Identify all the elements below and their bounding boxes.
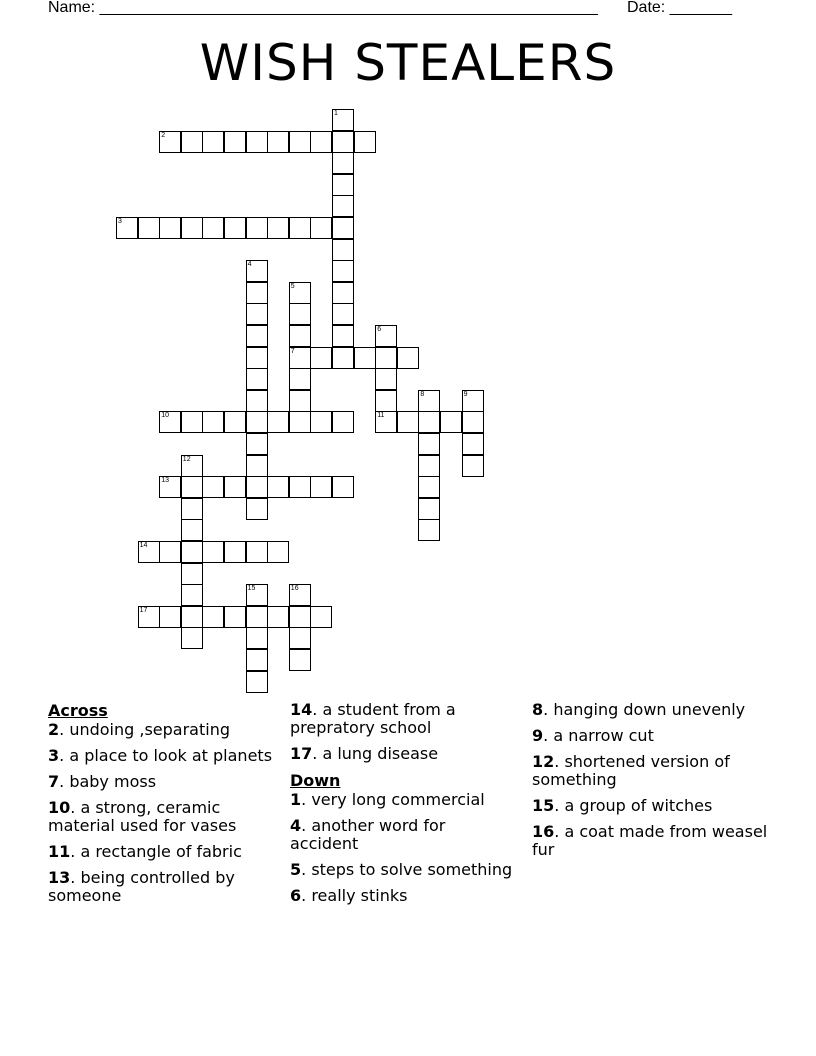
grid-cell[interactable] bbox=[202, 131, 224, 153]
grid-cell[interactable] bbox=[310, 606, 332, 628]
grid-cell[interactable] bbox=[375, 411, 397, 433]
grid-cell[interactable] bbox=[224, 217, 246, 239]
grid-cell[interactable] bbox=[418, 433, 440, 455]
grid-cell[interactable] bbox=[289, 131, 311, 153]
grid-cell[interactable] bbox=[159, 476, 181, 498]
grid-cell[interactable] bbox=[418, 390, 440, 412]
grid-cell[interactable] bbox=[181, 131, 203, 153]
grid-cell[interactable] bbox=[181, 584, 203, 606]
grid-cell[interactable] bbox=[181, 455, 203, 477]
grid-cell[interactable] bbox=[289, 390, 311, 412]
grid-cell[interactable] bbox=[267, 476, 289, 498]
clue-across-14: 14. a student from a prepratory school bbox=[290, 700, 456, 737]
grid-cell[interactable] bbox=[289, 303, 311, 325]
grid-cell[interactable] bbox=[181, 541, 203, 563]
grid-cell[interactable] bbox=[246, 260, 268, 282]
grid-cell[interactable] bbox=[267, 541, 289, 563]
grid-cell[interactable] bbox=[375, 325, 397, 347]
grid-cell[interactable] bbox=[289, 411, 311, 433]
grid-cell[interactable] bbox=[289, 347, 311, 369]
grid-cell[interactable] bbox=[246, 606, 268, 628]
grid-cell[interactable] bbox=[202, 411, 224, 433]
clue-number: 1 bbox=[334, 110, 338, 117]
clue-number: 3 bbox=[118, 218, 122, 225]
clue-across-11: 11. a rectangle of fabric bbox=[48, 842, 242, 861]
clue-column-2 bbox=[290, 701, 515, 913]
grid-cell[interactable] bbox=[310, 131, 332, 153]
grid-cell[interactable] bbox=[418, 411, 440, 433]
grid-cell[interactable] bbox=[138, 606, 160, 628]
grid-cell[interactable] bbox=[332, 239, 354, 261]
clue-across-17: 17. a lung disease bbox=[290, 744, 439, 763]
grid-cell[interactable] bbox=[289, 217, 311, 239]
grid-cell[interactable] bbox=[418, 519, 440, 541]
clue-number: 14 bbox=[139, 542, 148, 549]
grid-cell[interactable] bbox=[159, 131, 181, 153]
puzzle-title: WISH STEALERS bbox=[199, 34, 617, 92]
grid-cell[interactable] bbox=[246, 433, 268, 455]
grid-cell[interactable] bbox=[332, 152, 354, 174]
grid-cell[interactable] bbox=[246, 368, 268, 390]
clue-number: 8 bbox=[420, 390, 425, 398]
grid-cell[interactable] bbox=[181, 217, 203, 239]
grid-cell[interactable] bbox=[289, 282, 311, 304]
grid-cell[interactable] bbox=[246, 217, 268, 239]
clue-number: 13 bbox=[161, 477, 169, 485]
grid-cell[interactable] bbox=[332, 325, 354, 347]
grid-cell[interactable] bbox=[202, 476, 224, 498]
grid-cell[interactable] bbox=[332, 217, 354, 239]
name-field[interactable]: Name: ________________________________________________________ bbox=[48, 0, 598, 16]
grid-cell[interactable] bbox=[159, 217, 181, 239]
grid-cell[interactable] bbox=[181, 476, 203, 498]
grid-cell[interactable] bbox=[332, 347, 354, 369]
grid-cell[interactable] bbox=[375, 368, 397, 390]
grid-cell[interactable] bbox=[397, 411, 419, 433]
across-heading: Across bbox=[48, 701, 108, 720]
grid-cell[interactable] bbox=[289, 476, 311, 498]
grid-cell[interactable] bbox=[246, 627, 268, 649]
grid-cell[interactable] bbox=[202, 217, 224, 239]
grid-cell[interactable] bbox=[354, 347, 376, 369]
clue-down-12: 12. shortened version of something bbox=[532, 752, 730, 789]
grid-cell[interactable] bbox=[332, 174, 354, 196]
clue-column-3 bbox=[532, 701, 772, 867]
clue-down-15: 15. a group of witches bbox=[532, 796, 713, 815]
grid-cell[interactable] bbox=[246, 282, 268, 304]
date-field[interactable]: Date: _______ bbox=[627, 0, 732, 16]
clue-across-3: 3. a place to look at planets bbox=[48, 746, 273, 765]
clue-down-8: 8. hanging down unevenly bbox=[532, 700, 746, 719]
grid-cell[interactable] bbox=[246, 649, 268, 671]
clue-number: 5 bbox=[290, 282, 295, 290]
clue-down-4: 4. another word for accident bbox=[290, 816, 446, 853]
grid-cell[interactable] bbox=[159, 411, 181, 433]
grid-cell[interactable] bbox=[181, 627, 203, 649]
grid-cell[interactable] bbox=[202, 606, 224, 628]
clue-number: 16 bbox=[290, 585, 299, 593]
grid-cell[interactable] bbox=[462, 411, 484, 433]
grid-cell[interactable] bbox=[332, 476, 354, 498]
grid-cell[interactable] bbox=[462, 433, 484, 455]
grid-cell[interactable] bbox=[246, 671, 268, 693]
clue-down-5: 5. steps to solve something bbox=[290, 860, 513, 879]
clue-number: 12 bbox=[182, 455, 191, 463]
grid-cell[interactable] bbox=[246, 411, 268, 433]
grid-cell[interactable] bbox=[418, 498, 440, 520]
grid-cell[interactable] bbox=[246, 390, 268, 412]
grid-cell[interactable] bbox=[224, 131, 246, 153]
clue-number: 17 bbox=[139, 606, 148, 614]
grid-cell[interactable] bbox=[267, 217, 289, 239]
clue-across-10: 10. a strong, ceramic material used for vases bbox=[48, 798, 237, 835]
grid-cell[interactable] bbox=[289, 606, 311, 628]
clue-column-1 bbox=[48, 701, 288, 913]
grid-cell[interactable] bbox=[310, 411, 332, 433]
clue-number: 11 bbox=[377, 412, 385, 420]
grid-cell[interactable] bbox=[202, 541, 224, 563]
grid-cell[interactable] bbox=[310, 217, 332, 239]
grid-cell[interactable] bbox=[289, 627, 311, 649]
clue-down-1: 1. very long commercial bbox=[290, 790, 485, 809]
grid-cell[interactable] bbox=[289, 649, 311, 671]
grid-cell[interactable] bbox=[181, 498, 203, 520]
clue-number: 7 bbox=[290, 347, 295, 355]
grid-cell[interactable] bbox=[246, 325, 268, 347]
grid-cell[interactable] bbox=[267, 411, 289, 433]
clue-number: 10 bbox=[161, 412, 169, 420]
grid-cell[interactable] bbox=[138, 217, 160, 239]
grid-cell[interactable] bbox=[462, 390, 484, 412]
grid-cell[interactable] bbox=[332, 303, 354, 325]
clue-across-2: 2. undoing ,separating bbox=[48, 720, 230, 739]
grid-cell[interactable] bbox=[375, 347, 397, 369]
clue-down-16: 16. a coat made from weasel fur bbox=[532, 822, 768, 859]
grid-cell[interactable] bbox=[181, 519, 203, 541]
grid-cell[interactable] bbox=[246, 131, 268, 153]
down-heading: Down bbox=[290, 771, 341, 790]
grid-cell[interactable] bbox=[159, 606, 181, 628]
grid-cell[interactable] bbox=[332, 411, 354, 433]
grid-cell[interactable] bbox=[289, 584, 311, 606]
grid-cell[interactable] bbox=[418, 476, 440, 498]
grid-cell[interactable] bbox=[418, 455, 440, 477]
clue-number: 6 bbox=[377, 326, 382, 333]
grid-cell[interactable] bbox=[224, 541, 246, 563]
grid-cell[interactable] bbox=[181, 606, 203, 628]
grid-cell[interactable] bbox=[181, 411, 203, 433]
grid-cell[interactable] bbox=[332, 282, 354, 304]
grid-cell[interactable] bbox=[332, 195, 354, 217]
grid-cell[interactable] bbox=[159, 541, 181, 563]
clue-across-7: 7. baby moss bbox=[48, 772, 157, 791]
grid-cell[interactable] bbox=[332, 260, 354, 282]
clue-across-13: 13. being controlled by someone bbox=[48, 868, 235, 905]
grid-cell[interactable] bbox=[354, 131, 376, 153]
grid-cell[interactable] bbox=[440, 411, 462, 433]
grid-cell[interactable] bbox=[246, 303, 268, 325]
grid-cell[interactable] bbox=[267, 606, 289, 628]
grid-cell[interactable] bbox=[224, 606, 246, 628]
grid-cell[interactable] bbox=[224, 411, 246, 433]
clue-number: 4 bbox=[247, 261, 252, 269]
grid-cell[interactable] bbox=[246, 476, 268, 498]
clue-number: 15 bbox=[247, 585, 256, 593]
grid-cell[interactable] bbox=[246, 498, 268, 520]
grid-cell[interactable] bbox=[310, 347, 332, 369]
grid-cell[interactable] bbox=[375, 390, 397, 412]
grid-cell[interactable] bbox=[138, 541, 160, 563]
grid-cell[interactable] bbox=[246, 584, 268, 606]
grid-cell[interactable] bbox=[310, 476, 332, 498]
grid-cell[interactable] bbox=[181, 563, 203, 585]
grid-cell[interactable] bbox=[462, 455, 484, 477]
grid-cell[interactable] bbox=[397, 347, 419, 369]
grid-cell[interactable] bbox=[246, 541, 268, 563]
clue-down-6: 6. really stinks bbox=[290, 886, 408, 905]
grid-cell[interactable] bbox=[246, 347, 268, 369]
grid-cell[interactable] bbox=[267, 131, 289, 153]
grid-cell[interactable] bbox=[289, 368, 311, 390]
grid-cell[interactable] bbox=[289, 325, 311, 347]
clue-down-9: 9. a narrow cut bbox=[532, 726, 654, 745]
clue-number: 2 bbox=[161, 131, 166, 139]
clue-number: 9 bbox=[463, 390, 468, 398]
grid-cell[interactable] bbox=[116, 217, 138, 239]
grid-cell[interactable] bbox=[224, 476, 246, 498]
grid-cell[interactable] bbox=[332, 109, 354, 131]
grid-cell[interactable] bbox=[332, 131, 354, 153]
grid-cell[interactable] bbox=[246, 455, 268, 477]
